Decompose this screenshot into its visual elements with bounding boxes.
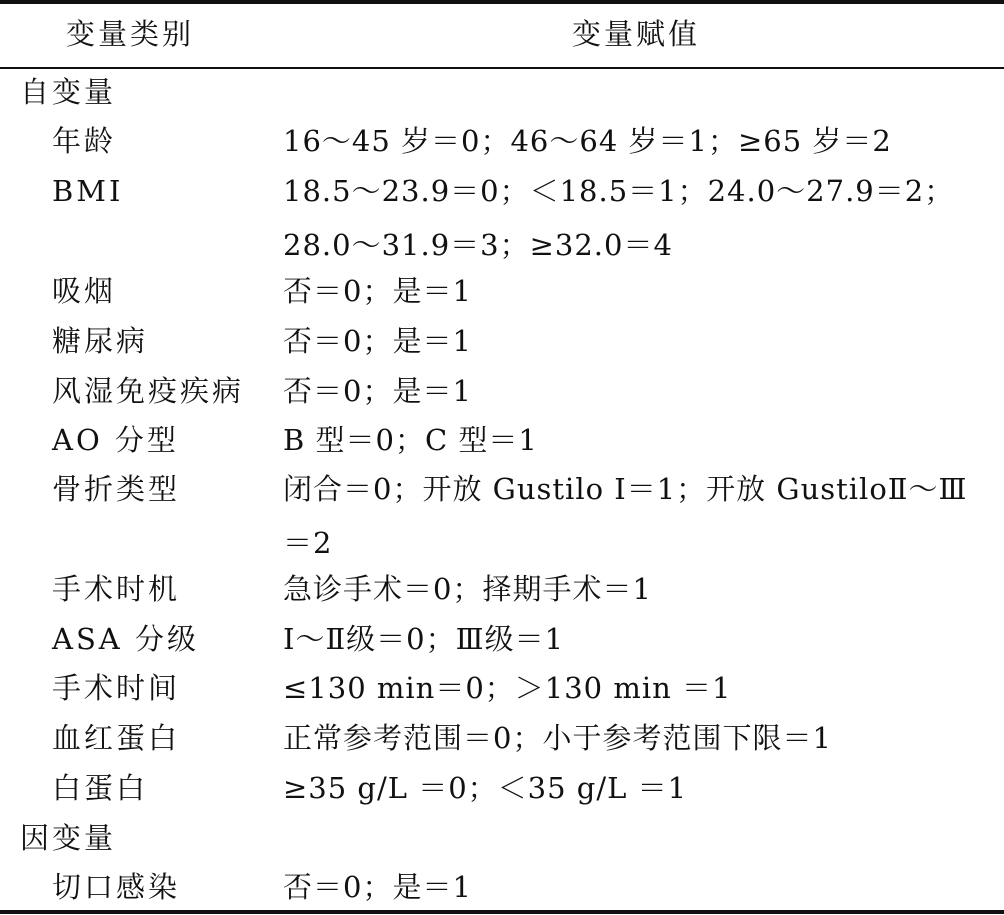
row-name-diabetes: 糖尿病 <box>52 324 149 358</box>
row-name-age: 年龄 <box>52 124 117 158</box>
table-bottom-rule <box>0 910 1004 914</box>
row-name-hemoglobin: 血红蛋白 <box>52 721 181 755</box>
row-value-hemoglobin: 正常参考范围＝0；小于参考范围下限＝1 <box>283 721 832 755</box>
row-name-rheumatic: 风湿免疫疾病 <box>52 374 245 408</box>
table-top-rule <box>0 0 1004 4</box>
row-value-incision-infection: 否＝0；是＝1 <box>283 870 472 904</box>
row-value-fracture-type-line2: ＝2 <box>283 526 333 560</box>
row-name-surgery-duration: 手术时间 <box>52 671 181 705</box>
row-value-asa-grade: Ⅰ～Ⅱ级＝0；Ⅲ级＝1 <box>283 622 565 656</box>
header-value: 变量赋值 <box>572 17 701 51</box>
row-value-diabetes: 否＝0；是＝1 <box>283 324 472 358</box>
row-value-smoking: 否＝0；是＝1 <box>283 274 472 308</box>
row-name-bmi: BMI <box>52 174 124 208</box>
row-value-rheumatic: 否＝0；是＝1 <box>283 374 472 408</box>
row-value-bmi-line2: 28.0～31.9＝3；≥32.0＝4 <box>283 228 673 262</box>
row-name-fracture-type: 骨折类型 <box>52 472 181 506</box>
table-header-rule <box>0 67 1004 69</box>
row-value-ao-type: B 型＝0；C 型＝1 <box>283 423 538 457</box>
row-value-surgery-duration: ≤130 min＝0；＞130 min ＝1 <box>283 671 732 705</box>
row-value-surgery-timing: 急诊手术＝0；择期手术＝1 <box>283 572 652 606</box>
row-name-albumin: 白蛋白 <box>52 771 149 805</box>
header-category: 变量类别 <box>66 17 195 51</box>
row-name-asa-grade: ASA 分级 <box>52 622 199 656</box>
row-value-age: 16～45 岁＝0；46～64 岁＝1；≥65 岁＝2 <box>283 124 892 158</box>
row-name-ao-type: AO 分型 <box>52 423 179 457</box>
row-value-fracture-type-line1: 闭合＝0；开放 Gustilo Ⅰ＝1；开放 GustiloⅡ～Ⅲ <box>283 472 968 506</box>
row-name-smoking: 吸烟 <box>52 274 117 308</box>
row-name-incision-infection: 切口感染 <box>52 870 181 904</box>
row-name-surgery-timing: 手术时机 <box>52 572 181 606</box>
section-independent: 自变量 <box>20 75 117 109</box>
section-dependent: 因变量 <box>20 821 117 855</box>
row-value-albumin: ≥35 g/L ＝0；＜35 g/L ＝1 <box>283 771 688 805</box>
row-value-bmi-line1: 18.5～23.9＝0；＜18.5＝1；24.0～27.9＝2； <box>283 174 955 208</box>
